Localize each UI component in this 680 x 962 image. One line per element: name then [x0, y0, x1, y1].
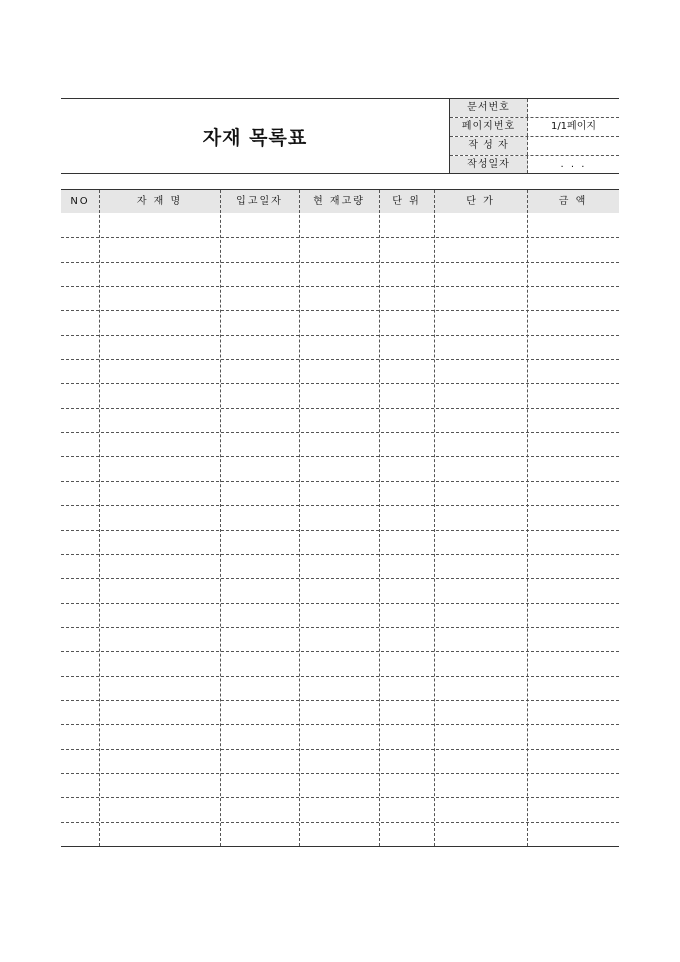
table-row[interactable]: [61, 456, 619, 480]
table-row[interactable]: [61, 676, 619, 700]
table-row[interactable]: [61, 700, 619, 724]
table-row[interactable]: [61, 335, 619, 359]
meta-label: 작성일자: [450, 156, 528, 173]
table-row[interactable]: [61, 359, 619, 383]
meta-row-author: [450, 137, 619, 156]
table-row[interactable]: [61, 432, 619, 456]
table-row[interactable]: [61, 627, 619, 651]
column-divider: [527, 190, 528, 846]
materials-table: [61, 189, 619, 847]
table-header-row: [61, 190, 619, 213]
meta-label: 문서번호: [450, 99, 528, 117]
table-row[interactable]: [61, 408, 619, 432]
meta-row-doc-number: [450, 99, 619, 118]
meta-value[interactable]: [528, 137, 619, 155]
meta-value[interactable]: . . .: [560, 159, 587, 170]
meta-label: 페이지번호: [450, 118, 528, 136]
table-row[interactable]: [61, 797, 619, 821]
meta-row-page-number: [450, 118, 619, 137]
document-meta-box: [450, 99, 619, 173]
column-header-no: NO: [70, 196, 90, 207]
column-divider: [379, 190, 380, 846]
table-row[interactable]: [61, 505, 619, 529]
meta-label: 작 성 자: [450, 137, 528, 155]
meta-value[interactable]: 1/1페이지: [550, 121, 597, 132]
column-divider: [299, 190, 300, 846]
column-header-unit-price: 단 가: [466, 196, 495, 207]
table-row[interactable]: [61, 822, 619, 846]
title-cell: [61, 99, 450, 173]
table-row[interactable]: [61, 749, 619, 773]
table-row[interactable]: [61, 286, 619, 310]
table-row[interactable]: [61, 724, 619, 748]
meta-value[interactable]: [528, 99, 619, 117]
table-row[interactable]: [61, 383, 619, 407]
column-divider: [99, 190, 100, 846]
column-divider: [434, 190, 435, 846]
table-row[interactable]: [61, 262, 619, 286]
table-row[interactable]: [61, 530, 619, 554]
page-title: 자재 목록표: [202, 126, 308, 149]
table-row[interactable]: [61, 481, 619, 505]
column-header-material-name: 자 재 명: [136, 196, 183, 207]
table-row[interactable]: [61, 651, 619, 675]
column-header-current-stock: 현 재고량: [313, 196, 365, 207]
table-row[interactable]: [61, 554, 619, 578]
document-header: [61, 98, 619, 174]
table-row[interactable]: [61, 578, 619, 602]
table-row[interactable]: [61, 773, 619, 797]
meta-row-date: [450, 156, 619, 173]
column-divider: [220, 190, 221, 846]
column-header-amount: 금 액: [558, 196, 588, 207]
column-header-received-date: 입고일자: [236, 196, 283, 207]
table-row[interactable]: [61, 603, 619, 627]
table-row[interactable]: [61, 213, 619, 237]
table-row[interactable]: [61, 237, 619, 261]
column-header-unit: 단 위: [392, 196, 421, 207]
table-row[interactable]: [61, 310, 619, 334]
